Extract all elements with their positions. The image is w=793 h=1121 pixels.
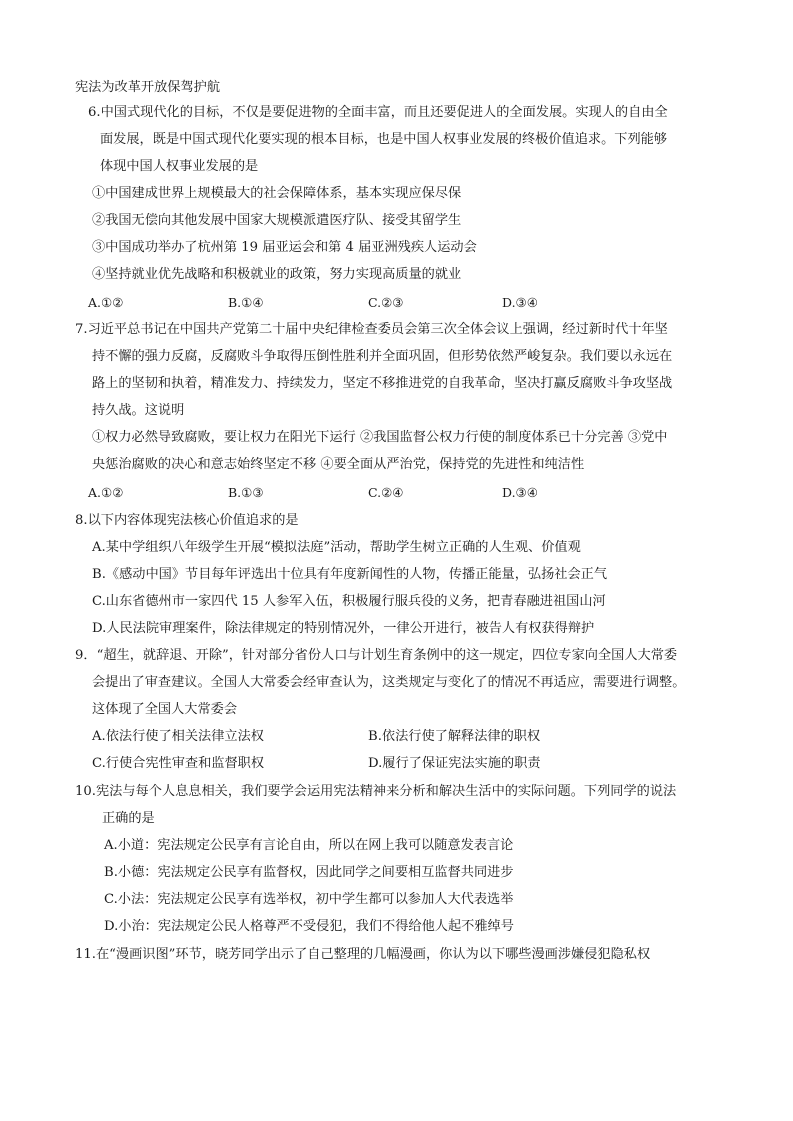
q6-stem-line-3: 体现中国人权事业发展的是 <box>100 159 259 174</box>
q7-option-d[interactable]: D.③④ <box>502 485 538 500</box>
q8-option-a[interactable]: A.某中学组织八年级学生开展“模拟法庭”活动，帮助学生树立正确的人生观、价值观 <box>92 540 581 555</box>
q10-option-b[interactable]: B.小德：宪法规定公民享有监督权，因此同学之间要相互监督共同进步 <box>104 865 514 880</box>
q6-item-1: ①中国建成世界上规模最大的社会保障体系，基本实现应保尽保 <box>92 186 462 201</box>
q6-stem-line-1: 6.中国式现代化的目标，不仅是要促进物的全面丰富，而且还要促进人的全面发展。实现人的自由全 <box>88 105 668 120</box>
q10-option-a[interactable]: A.小道：宪法规定公民享有言论自由，所以在网上我可以随意发表言论 <box>104 838 514 853</box>
q10-stem-line-1: 10.宪法与每个人息息相关，我们要学会运用宪法精神来分析和解决生活中的实际问题。下列同学的说法 <box>75 784 677 799</box>
q9-option-d[interactable]: D.履行了保证宪法实施的职责 <box>368 756 541 771</box>
q6-option-b[interactable]: B.①④ <box>228 295 264 310</box>
q9-option-c[interactable]: C.行使合宪性审查和监督职权 <box>92 756 265 771</box>
q7-stem-line-3: 路上的坚韧和执着，精准发力、持续发力，坚定不移推进党的自我革命，坚决打赢反腐败斗争攻坚战 <box>92 376 673 391</box>
q7-stem-line-2: 持不懈的强力反腐，反腐败斗争取得压倒性胜利并全面巩固，但形势依然严峻复杂。我们要以永远在 <box>92 349 673 364</box>
q10-stem-line-2: 正确的是 <box>102 811 155 826</box>
q6-stem-line-2: 面发展，既是中国式现代化要实现的根本目标，也是中国人权事业发展的终极价值追求。下列能够 <box>100 132 668 147</box>
q7-item-line-1: ①权力必然导致腐败，要让权力在阳光下运行 ②我国监督公权力行使的制度体系已十分完善 ③党中 <box>92 430 668 445</box>
q8-stem: 8.以下内容体现宪法核心价值追求的是 <box>75 513 299 528</box>
q7-option-a[interactable]: A.①② <box>88 485 124 500</box>
q11-stem: 11.在“漫画识图”环节，晓芳同学出示了自己整理的几幅漫画，你认为以下哪些漫画涉嫌侵犯隐私权 <box>75 947 651 962</box>
q8-option-c[interactable]: C.山东省德州市一家四代 15 人参军入伍，积极履行服兵役的义务，把青春融进祖国山河 <box>92 594 606 609</box>
q7-stem-line-1: 7.习近平总书记在中国共产党第二十届中央纪律检查委员会第三次全体会议上强调，经过新时代十年坚 <box>75 322 668 337</box>
q7-stem-line-4: 持久战。这说明 <box>92 403 185 418</box>
q10-option-d[interactable]: D.小治：宪法规定公民人格尊严不受侵犯，我们不得给他人起不雅绰号 <box>104 919 514 934</box>
q9-option-b[interactable]: B.依法行使了解释法律的职权 <box>368 729 541 744</box>
q7-option-b[interactable]: B.①③ <box>228 485 264 500</box>
q6-option-c[interactable]: C.②③ <box>368 295 404 310</box>
q6-item-2: ②我国无偿向其他发展中国家大规模派遣医疗队、接受其留学生 <box>92 213 462 228</box>
q6-item-3: ③中国成功举办了杭州第 19 届亚运会和第 4 届亚洲残疾人运动会 <box>92 240 477 255</box>
q7-option-c[interactable]: C.②④ <box>368 485 404 500</box>
q8-option-d[interactable]: D.人民法院审理案件，除法律规定的特别情况外，一律公开进行，被告人有权获得辩护 <box>92 621 595 636</box>
q9-option-a[interactable]: A.依法行使了相关法律立法权 <box>92 729 264 744</box>
q10-option-c[interactable]: C.小法：宪法规定公民享有选举权，初中学生都可以参加人大代表选举 <box>104 892 514 907</box>
q7-item-line-2: 央惩治腐败的决心和意志始终坚定不移 ④要全面从严治党，保持党的先进性和纯洁性 <box>92 457 585 472</box>
q9-stem-line-1: 9．“超生，就辞退、开除”，针对部分省份人口与计划生育条例中的这一规定，四位专家向全国人大常委 <box>75 648 678 663</box>
q9-stem-line-3: 这体现了全国人大常委会 <box>92 702 238 717</box>
q6-item-4: ④坚持就业优先战略和积极就业的政策，努力实现高质量的就业 <box>92 267 462 282</box>
q9-stem-line-2: 会提出了审查建议。全国人大常委会经审查认为，这类规定与变化了的情况不再适应，需要进行调整。 <box>92 675 686 690</box>
q6-option-d[interactable]: D.③④ <box>502 295 538 310</box>
q6-option-a[interactable]: A.①② <box>88 295 124 310</box>
q8-option-b[interactable]: B.《感动中国》节目每年评选出十位具有年度新闻性的人物，传播正能量，弘扬社会正气 <box>92 567 608 582</box>
section-heading: 宪法为改革开放保驾护航 <box>75 80 221 95</box>
